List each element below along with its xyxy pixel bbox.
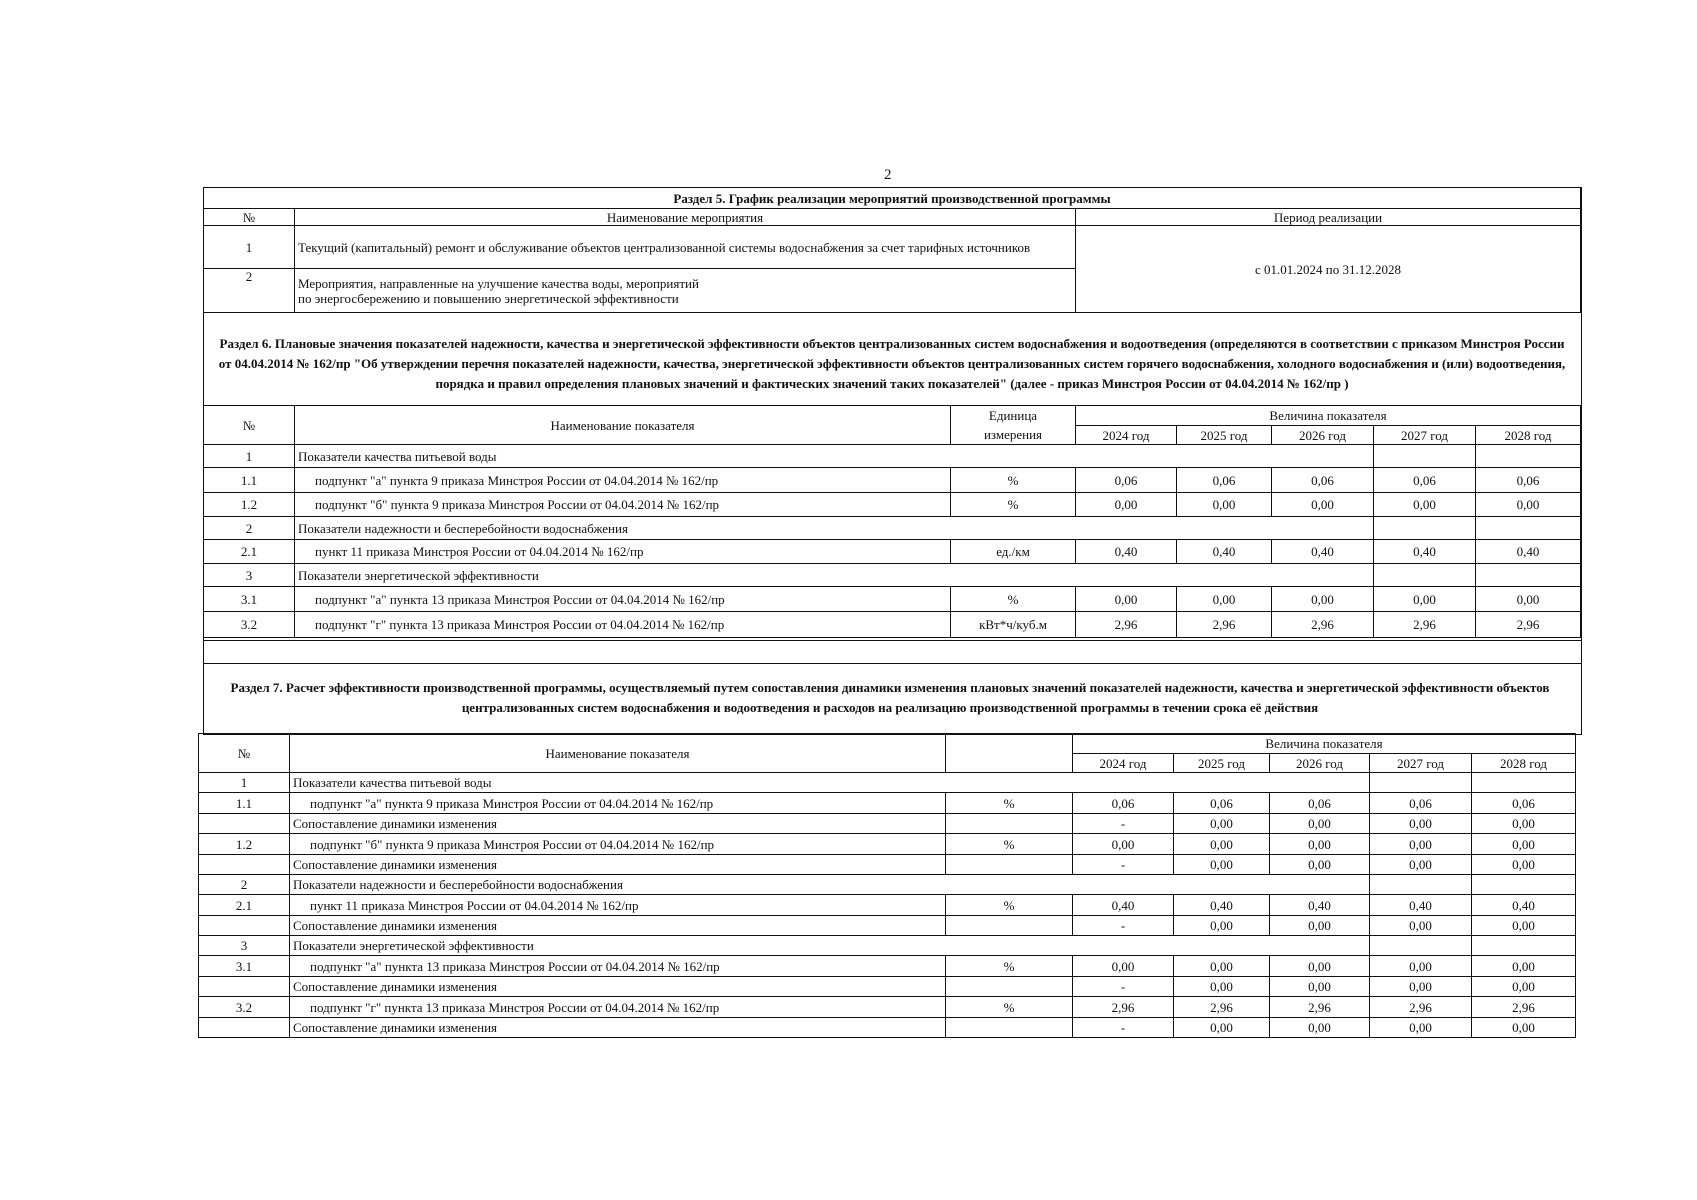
row-value: 0,00 — [1270, 1018, 1370, 1038]
row-name: Показатели надежности и бесперебойности водоснабжения — [295, 517, 1374, 540]
event-name: Текущий (капитальный) ремонт и обслуживание объектов централизованной системы водоснабжения за счет тарифных источников — [295, 226, 1076, 269]
row-value: 0,40 — [1270, 895, 1370, 916]
row-unit — [946, 855, 1073, 875]
row-unit: % — [951, 468, 1076, 493]
row-unit — [946, 814, 1073, 834]
event-name — [295, 269, 1076, 313]
empty-cell — [1476, 445, 1581, 468]
section6-title: Раздел 6. Плановые значения показателей надежности, качества и энергетической эффективности объектов централизованных систем водоснабжения и водоотведения (определяются в соответствии с приказом Минстроя России от 04.04.2014 № 162/пр "Об утверждении перечня показателей надежности, качества, энергетической эффективности объектов централизованных систем горячего водоснабжения, холодного водоснабжения и (или) водоотведения, порядка и правил определения плановых значений и фактических значений таких показателей" (далее - приказ Минстроя России от 04.04.2014 № 162/пр ) — [218, 336, 1566, 391]
row-value: 0,00 — [1370, 855, 1472, 875]
year-header: 2027 год — [1374, 426, 1476, 445]
row-value: 0,00 — [1472, 834, 1576, 855]
row-num: 1 — [204, 226, 295, 269]
row-unit: % — [951, 587, 1076, 612]
row-value: 0,00 — [1076, 493, 1177, 517]
row-num — [199, 855, 290, 875]
row-num — [199, 977, 290, 997]
row-name: пункт 11 приказа Минстроя России от 04.04.2014 № 162/пр — [295, 540, 951, 564]
event-name-line: Мероприятия, направленные на улучшение качества воды, мероприятий — [298, 275, 699, 291]
col-name-header: Наименование показателя — [295, 406, 951, 445]
row-num: 2 — [199, 875, 290, 895]
row-unit — [946, 916, 1073, 936]
row-value: - — [1073, 814, 1174, 834]
table-row — [199, 855, 1576, 875]
row-num: 3.1 — [204, 587, 295, 612]
row-value: 0,06 — [1374, 468, 1476, 493]
section5-table — [203, 187, 1581, 313]
row-value: 2,96 — [1472, 997, 1576, 1018]
row-value: 0,00 — [1370, 834, 1472, 855]
row-value: 0,00 — [1370, 977, 1472, 997]
table-row — [204, 612, 1581, 638]
section6-table — [203, 405, 1581, 638]
year-header: 2024 год — [1073, 754, 1174, 773]
row-value: 0,00 — [1472, 977, 1576, 997]
row-value: 2,96 — [1270, 997, 1370, 1018]
empty-cell — [1370, 773, 1472, 793]
row-value: 0,00 — [1174, 834, 1270, 855]
row-name: Показатели энергетической эффективности — [295, 564, 1374, 587]
table-row — [199, 956, 1576, 977]
year-header: 2025 год — [1177, 426, 1272, 445]
row-value: 0,40 — [1476, 540, 1581, 564]
year-header: 2026 год — [1272, 426, 1374, 445]
row-value: 0,00 — [1370, 814, 1472, 834]
row-name: подпункт "а" пункта 13 приказа Минстроя России от 04.04.2014 № 162/пр — [295, 587, 951, 612]
row-value: - — [1073, 1018, 1174, 1038]
col-unit-header: измерения — [951, 426, 1076, 445]
table-row — [204, 517, 1581, 540]
empty-cell — [1374, 517, 1476, 540]
row-unit — [946, 977, 1073, 997]
row-unit: % — [946, 997, 1073, 1018]
section7-title: Раздел 7. Расчет эффективности производственной программы, осуществляемый путем сопоставления динамики изменения плановых значений показателей надежности, качества и энергетической эффективности объектов централизованных систем водоснабжения и водоотведения и расходов на реализацию производственной программы в течении срока её действия — [230, 680, 1550, 715]
row-num: 3.1 — [199, 956, 290, 977]
row-value: 0,00 — [1270, 855, 1370, 875]
col-value-header: Величина показателя — [1073, 734, 1576, 754]
row-value: 0,00 — [1272, 493, 1374, 517]
row-name: Сопоставление динамики изменения — [290, 1018, 946, 1038]
table-row — [204, 468, 1581, 493]
table-row — [199, 834, 1576, 855]
col-name-header: Наименование мероприятия — [295, 209, 1076, 226]
row-name: подпункт "а" пункта 9 приказа Минстроя России от 04.04.2014 № 162/пр — [295, 468, 951, 493]
col-unit-header: Единица — [951, 406, 1076, 426]
row-unit — [946, 1018, 1073, 1038]
row-value: 0,00 — [1270, 814, 1370, 834]
col-period-header: Период реализации — [1076, 209, 1581, 226]
row-num: 1.1 — [204, 468, 295, 493]
table-row — [204, 540, 1581, 564]
row-name: подпункт "г" пункта 13 приказа Минстроя России от 04.04.2014 № 162/пр — [295, 612, 951, 638]
row-unit: % — [951, 493, 1076, 517]
table-row — [204, 445, 1581, 468]
row-name: подпункт "а" пункта 9 приказа Минстроя России от 04.04.2014 № 162/пр — [290, 793, 946, 814]
row-value: 0,00 — [1374, 587, 1476, 612]
row-value: 0,00 — [1174, 1018, 1270, 1038]
row-unit: % — [946, 956, 1073, 977]
table-row — [199, 916, 1576, 936]
row-unit: % — [946, 793, 1073, 814]
row-value: 0,00 — [1270, 834, 1370, 855]
row-name: Показатели надежности и бесперебойности водоснабжения — [290, 875, 1370, 895]
empty-cell — [1476, 564, 1581, 587]
row-value: 2,96 — [1174, 997, 1270, 1018]
row-value: 0,00 — [1270, 916, 1370, 936]
table-row — [199, 997, 1576, 1018]
row-unit: ед./км — [951, 540, 1076, 564]
empty-cell — [1472, 773, 1576, 793]
row-value: 0,00 — [1370, 916, 1472, 936]
row-name: Показатели качества питьевой воды — [295, 445, 1374, 468]
row-name: Показатели качества питьевой воды — [290, 773, 1370, 793]
row-num: 2.1 — [204, 540, 295, 564]
row-value: 0,06 — [1270, 793, 1370, 814]
table-row — [199, 1018, 1576, 1038]
row-num: 2 — [204, 517, 295, 540]
row-num: 2.1 — [199, 895, 290, 916]
row-value: 0,40 — [1472, 895, 1576, 916]
row-value: 0,00 — [1177, 587, 1272, 612]
row-name: Сопоставление динамики изменения — [290, 855, 946, 875]
row-value: 0,00 — [1472, 956, 1576, 977]
row-value: 2,96 — [1374, 612, 1476, 638]
row-name: Сопоставление динамики изменения — [290, 916, 946, 936]
empty-cell — [946, 734, 1073, 773]
row-value: 0,06 — [1076, 468, 1177, 493]
row-value: 0,00 — [1472, 855, 1576, 875]
row-name: пункт 11 приказа Минстроя России от 04.04.2014 № 162/пр — [290, 895, 946, 916]
empty-cell — [1374, 445, 1476, 468]
row-value: 0,06 — [1272, 468, 1374, 493]
row-value: 0,40 — [1174, 895, 1270, 916]
row-value: 0,00 — [1174, 814, 1270, 834]
row-value: 0,00 — [1174, 916, 1270, 936]
table-row — [199, 936, 1576, 956]
row-value: 0,06 — [1370, 793, 1472, 814]
row-name: Сопоставление динамики изменения — [290, 977, 946, 997]
table-row — [199, 977, 1576, 997]
row-value: 0,00 — [1472, 916, 1576, 936]
year-header: 2026 год — [1270, 754, 1370, 773]
event-name-line: по энергосбережению и повышению энергетической эффективности — [298, 290, 679, 306]
row-name: Сопоставление динамики изменения — [290, 814, 946, 834]
row-unit: % — [946, 834, 1073, 855]
row-value: 0,00 — [1272, 587, 1374, 612]
row-value: 0,40 — [1073, 895, 1174, 916]
row-name: подпункт "а" пункта 13 приказа Минстроя России от 04.04.2014 № 162/пр — [290, 956, 946, 977]
row-value: 0,00 — [1374, 493, 1476, 517]
period-value: с 01.01.2024 по 31.12.2028 — [1076, 226, 1581, 313]
table-row — [199, 773, 1576, 793]
row-value: 2,96 — [1272, 612, 1374, 638]
table-row — [199, 875, 1576, 895]
row-value: 0,40 — [1374, 540, 1476, 564]
row-value: 2,96 — [1177, 612, 1272, 638]
row-value: 2,96 — [1073, 997, 1174, 1018]
row-value: 0,00 — [1174, 956, 1270, 977]
row-value: 0,40 — [1272, 540, 1374, 564]
row-unit: % — [946, 895, 1073, 916]
row-value: 0,00 — [1073, 956, 1174, 977]
row-value: 0,00 — [1370, 956, 1472, 977]
row-num: 3.2 — [204, 612, 295, 638]
row-value: 0,00 — [1270, 956, 1370, 977]
empty-cell — [1476, 517, 1581, 540]
row-num: 1.2 — [199, 834, 290, 855]
row-value: 2,96 — [1476, 612, 1581, 638]
row-value: 2,96 — [1370, 997, 1472, 1018]
row-value: 0,00 — [1476, 587, 1581, 612]
row-unit: кВт*ч/куб.м — [951, 612, 1076, 638]
page-number: 2 — [884, 167, 892, 183]
col-name-header: Наименование показателя — [290, 734, 946, 773]
row-name: подпункт "г" пункта 13 приказа Минстроя России от 04.04.2014 № 162/пр — [290, 997, 946, 1018]
row-value: 0,06 — [1476, 468, 1581, 493]
table-row — [199, 793, 1576, 814]
year-header: 2025 год — [1174, 754, 1270, 773]
row-value: 0,00 — [1472, 1018, 1576, 1038]
row-num: 1 — [204, 445, 295, 468]
row-value: 0,00 — [1472, 814, 1576, 834]
row-num: 1.2 — [204, 493, 295, 517]
col-num-header: № — [199, 734, 290, 773]
row-value: 0,00 — [1177, 493, 1272, 517]
empty-cell — [1374, 564, 1476, 587]
row-value: 0,40 — [1076, 540, 1177, 564]
year-header: 2028 год — [1472, 754, 1576, 773]
empty-cell — [1370, 936, 1472, 956]
row-num: 3.2 — [199, 997, 290, 1018]
table-row — [204, 564, 1581, 587]
row-value: 0,06 — [1472, 793, 1576, 814]
row-value: 0,00 — [1370, 1018, 1472, 1038]
row-num — [199, 814, 290, 834]
section5-title: Раздел 5. График реализации мероприятий производственной программы — [204, 188, 1581, 209]
table-row — [199, 814, 1576, 834]
empty-cell — [1472, 936, 1576, 956]
row-value: - — [1073, 855, 1174, 875]
col-num-header: № — [204, 209, 295, 226]
row-num: 2 — [204, 269, 295, 313]
empty-cell — [1370, 875, 1472, 895]
row-value: 0,06 — [1174, 793, 1270, 814]
empty-cell — [1472, 875, 1576, 895]
year-header: 2024 год — [1076, 426, 1177, 445]
row-name: подпункт "б" пункта 9 приказа Минстроя России от 04.04.2014 № 162/пр — [290, 834, 946, 855]
year-header: 2028 год — [1476, 426, 1581, 445]
row-value: 0,00 — [1174, 977, 1270, 997]
row-num: 3 — [204, 564, 295, 587]
row-name: Показатели энергетической эффективности — [290, 936, 1370, 956]
row-value: 2,96 — [1076, 612, 1177, 638]
col-value-header: Величина показателя — [1076, 406, 1581, 426]
row-value: 0,06 — [1177, 468, 1272, 493]
row-value: 0,00 — [1073, 834, 1174, 855]
row-value: 0,40 — [1177, 540, 1272, 564]
year-header: 2027 год — [1370, 754, 1472, 773]
row-num — [199, 916, 290, 936]
section7-table — [198, 733, 1576, 1038]
row-num: 3 — [199, 936, 290, 956]
table-row — [204, 493, 1581, 517]
row-value: 0,06 — [1073, 793, 1174, 814]
table-row — [204, 587, 1581, 612]
row-value: - — [1073, 916, 1174, 936]
table-row — [199, 895, 1576, 916]
row-num: 1 — [199, 773, 290, 793]
row-num — [199, 1018, 290, 1038]
col-num-header: № — [204, 406, 295, 445]
row-name: подпункт "б" пункта 9 приказа Минстроя России от 04.04.2014 № 162/пр — [295, 493, 951, 517]
row-value: 0,00 — [1174, 855, 1270, 875]
row-value: 0,40 — [1370, 895, 1472, 916]
row-num: 1.1 — [199, 793, 290, 814]
row-value: 0,00 — [1076, 587, 1177, 612]
row-value: 0,00 — [1270, 977, 1370, 997]
row-value: - — [1073, 977, 1174, 997]
row-value: 0,00 — [1476, 493, 1581, 517]
